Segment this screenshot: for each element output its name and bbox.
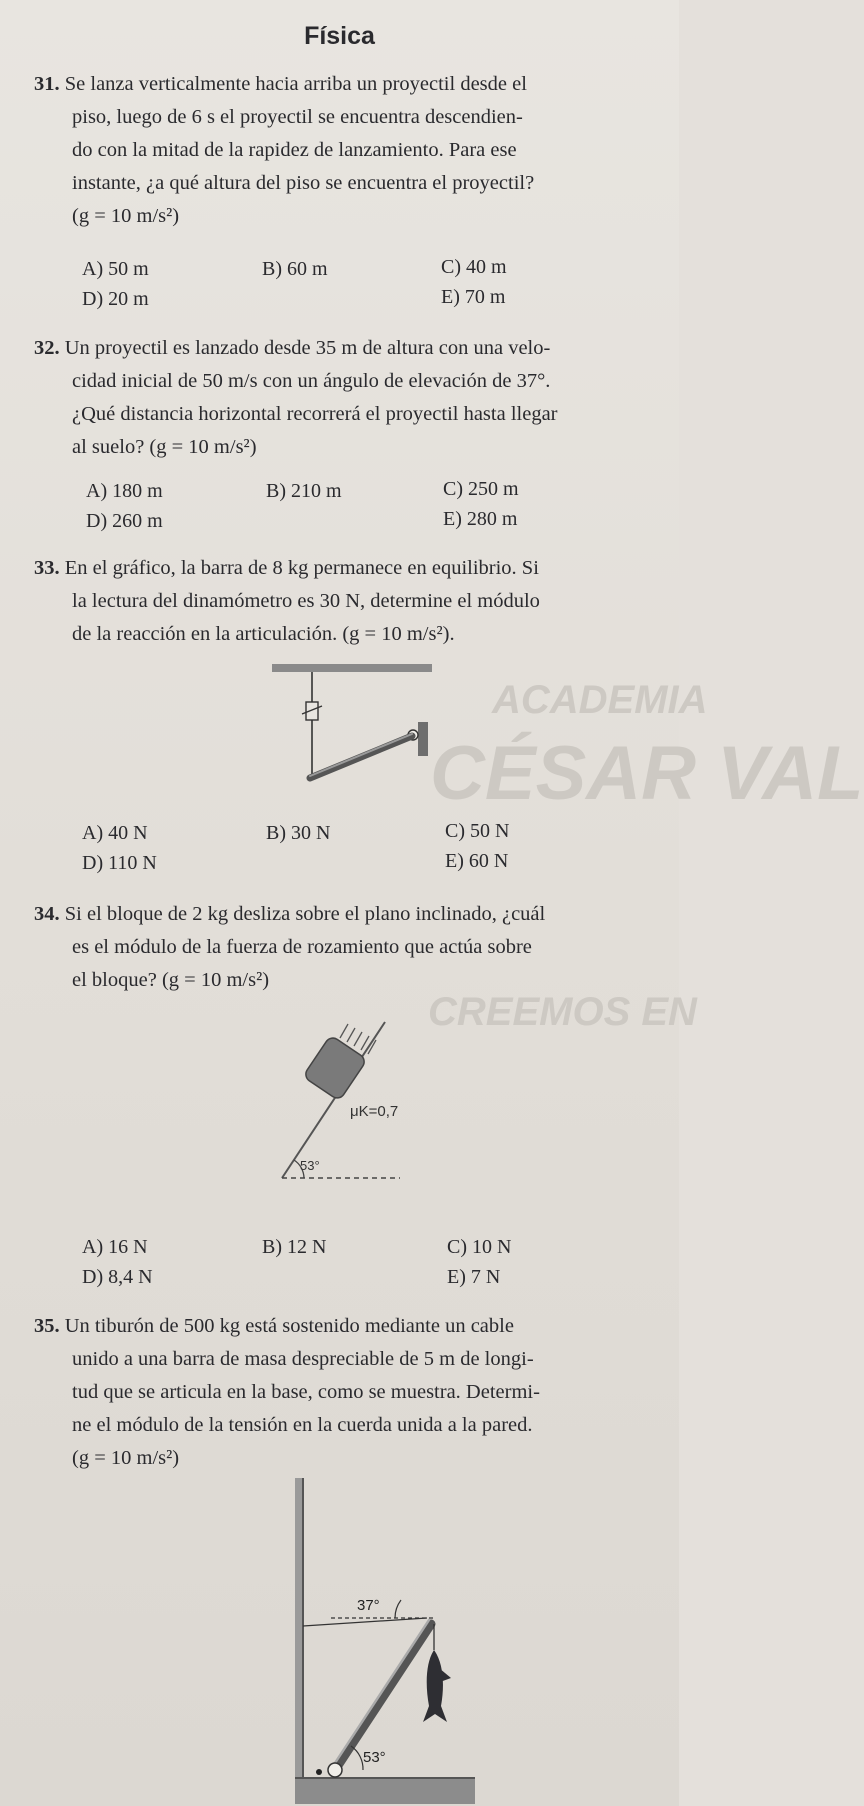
hinge-icon [328, 1763, 342, 1777]
question-text-line: Un tiburón de 500 kg está sostenido mediante un cable [64, 1315, 514, 1337]
question-text-line: de la reacción en la articulación. (g = 10 m/s²). [72, 623, 455, 645]
option-c: C) 250 m [443, 478, 519, 500]
question-text-line: do con la mitad de la rapidez de lanzamiento. Para ese [72, 139, 517, 161]
option-b: B) 210 m [266, 480, 342, 502]
figure-34-inclined-plane [270, 1010, 430, 1200]
angle-label: 53° [300, 1158, 320, 1173]
option-c: C) 40 m [441, 256, 507, 278]
question-text-line: Un proyectil es lanzado desde 35 m de altura con una velo- [64, 337, 551, 359]
question-number: 34. [34, 903, 60, 925]
bottom-angle-label: 53° [363, 1749, 386, 1766]
question-text-line: Si el bloque de 2 kg desliza sobre el plano inclinado, ¿cuál [64, 903, 546, 925]
option-b: B) 30 N [266, 822, 331, 844]
question-31 [34, 68, 634, 233]
option-c: C) 10 N [447, 1236, 512, 1258]
question-text-line: tud que se articula en la base, como se muestra. Determi- [72, 1381, 540, 1403]
watermark-cesar: CÉSAR VAL [430, 731, 864, 816]
question-text-line: cidad inicial de 50 m/s con un ángulo de elevación de 37°. [72, 370, 551, 392]
watermark-creemos: CREEMOS EN [428, 990, 697, 1034]
question-text-line: al suelo? (g = 10 m/s²) [72, 436, 257, 458]
bar-highlight [333, 1620, 429, 1766]
option-d: D) 110 N [82, 852, 157, 874]
hatch [347, 1028, 355, 1042]
block [303, 1035, 367, 1101]
question-text-line: ¿Qué distancia horizontal recorrerá el proyectil hasta llegar [72, 403, 558, 425]
hinge-pin-icon [316, 1769, 322, 1775]
question-text-line: ne el módulo de la tensión en la cuerda unida a la pared. [72, 1414, 533, 1436]
question-text-line: En el gráfico, la barra de 8 kg permanece en equilibrio. Si [64, 557, 539, 579]
wall-left [295, 1478, 303, 1788]
option-d: D) 8,4 N [82, 1266, 153, 1288]
option-a: A) 50 m [82, 258, 149, 280]
top-angle-label: 37° [357, 1597, 380, 1614]
question-number: 35. [34, 1315, 60, 1337]
question-text-line: piso, luego de 6 s el proyectil se encuentra descendien- [72, 106, 523, 128]
option-c: C) 50 N [445, 820, 510, 842]
option-e: E) 7 N [447, 1266, 501, 1288]
question-number: 32. [34, 337, 60, 359]
question-text-line: (g = 10 m/s²) [72, 205, 180, 227]
option-d: D) 260 m [86, 510, 163, 532]
option-d: D) 20 m [82, 288, 149, 310]
option-a: A) 180 m [86, 480, 163, 502]
option-a: A) 16 N [82, 1236, 148, 1258]
mu-label: μK=0,7 [350, 1103, 399, 1120]
top-angle-arc [395, 1600, 401, 1618]
hatch [354, 1032, 362, 1046]
floor [295, 1778, 475, 1804]
option-e: E) 60 N [445, 850, 509, 872]
question-text-line: Se lanza verticalmente hacia arriba un proyectil desde el [64, 73, 527, 95]
bar-highlight [310, 734, 412, 776]
question-text-line: instante, ¿a qué altura del piso se encuentra el proyectil? [72, 172, 535, 194]
question-number: 33. [34, 557, 60, 579]
bar [310, 736, 412, 778]
question-number: 31. [34, 73, 60, 95]
page-title: Física [304, 22, 375, 50]
question-35 [34, 1310, 634, 1475]
wall-block [418, 722, 428, 756]
figure-33-bar-dynamometer [250, 660, 450, 790]
question-33 [34, 552, 634, 651]
question-text-line: es el módulo de la fuerza de rozamiento que actúa sobre [72, 936, 532, 958]
option-b: B) 12 N [262, 1236, 327, 1258]
option-e: E) 70 m [441, 286, 506, 308]
ceiling [272, 664, 432, 672]
question-text-line: unido a una barra de masa despreciable de 5 m de longi- [72, 1348, 534, 1370]
watermark-academia: ACADEMIA [492, 678, 708, 722]
question-text-line: la lectura del dinamómetro es 30 N, determine el módulo [72, 590, 540, 612]
hatch [340, 1024, 348, 1038]
question-text-line: (g = 10 m/s²) [72, 1447, 180, 1469]
question-32 [34, 332, 634, 464]
figure-35-shark-bar [295, 1478, 475, 1804]
option-b: B) 60 m [262, 258, 328, 280]
option-e: E) 280 m [443, 508, 518, 530]
question-34 [34, 898, 634, 997]
question-text-line: el bloque? (g = 10 m/s²) [72, 969, 270, 991]
option-a: A) 40 N [82, 822, 148, 844]
shark-icon [423, 1650, 451, 1722]
rope-to-wall [303, 1618, 427, 1626]
